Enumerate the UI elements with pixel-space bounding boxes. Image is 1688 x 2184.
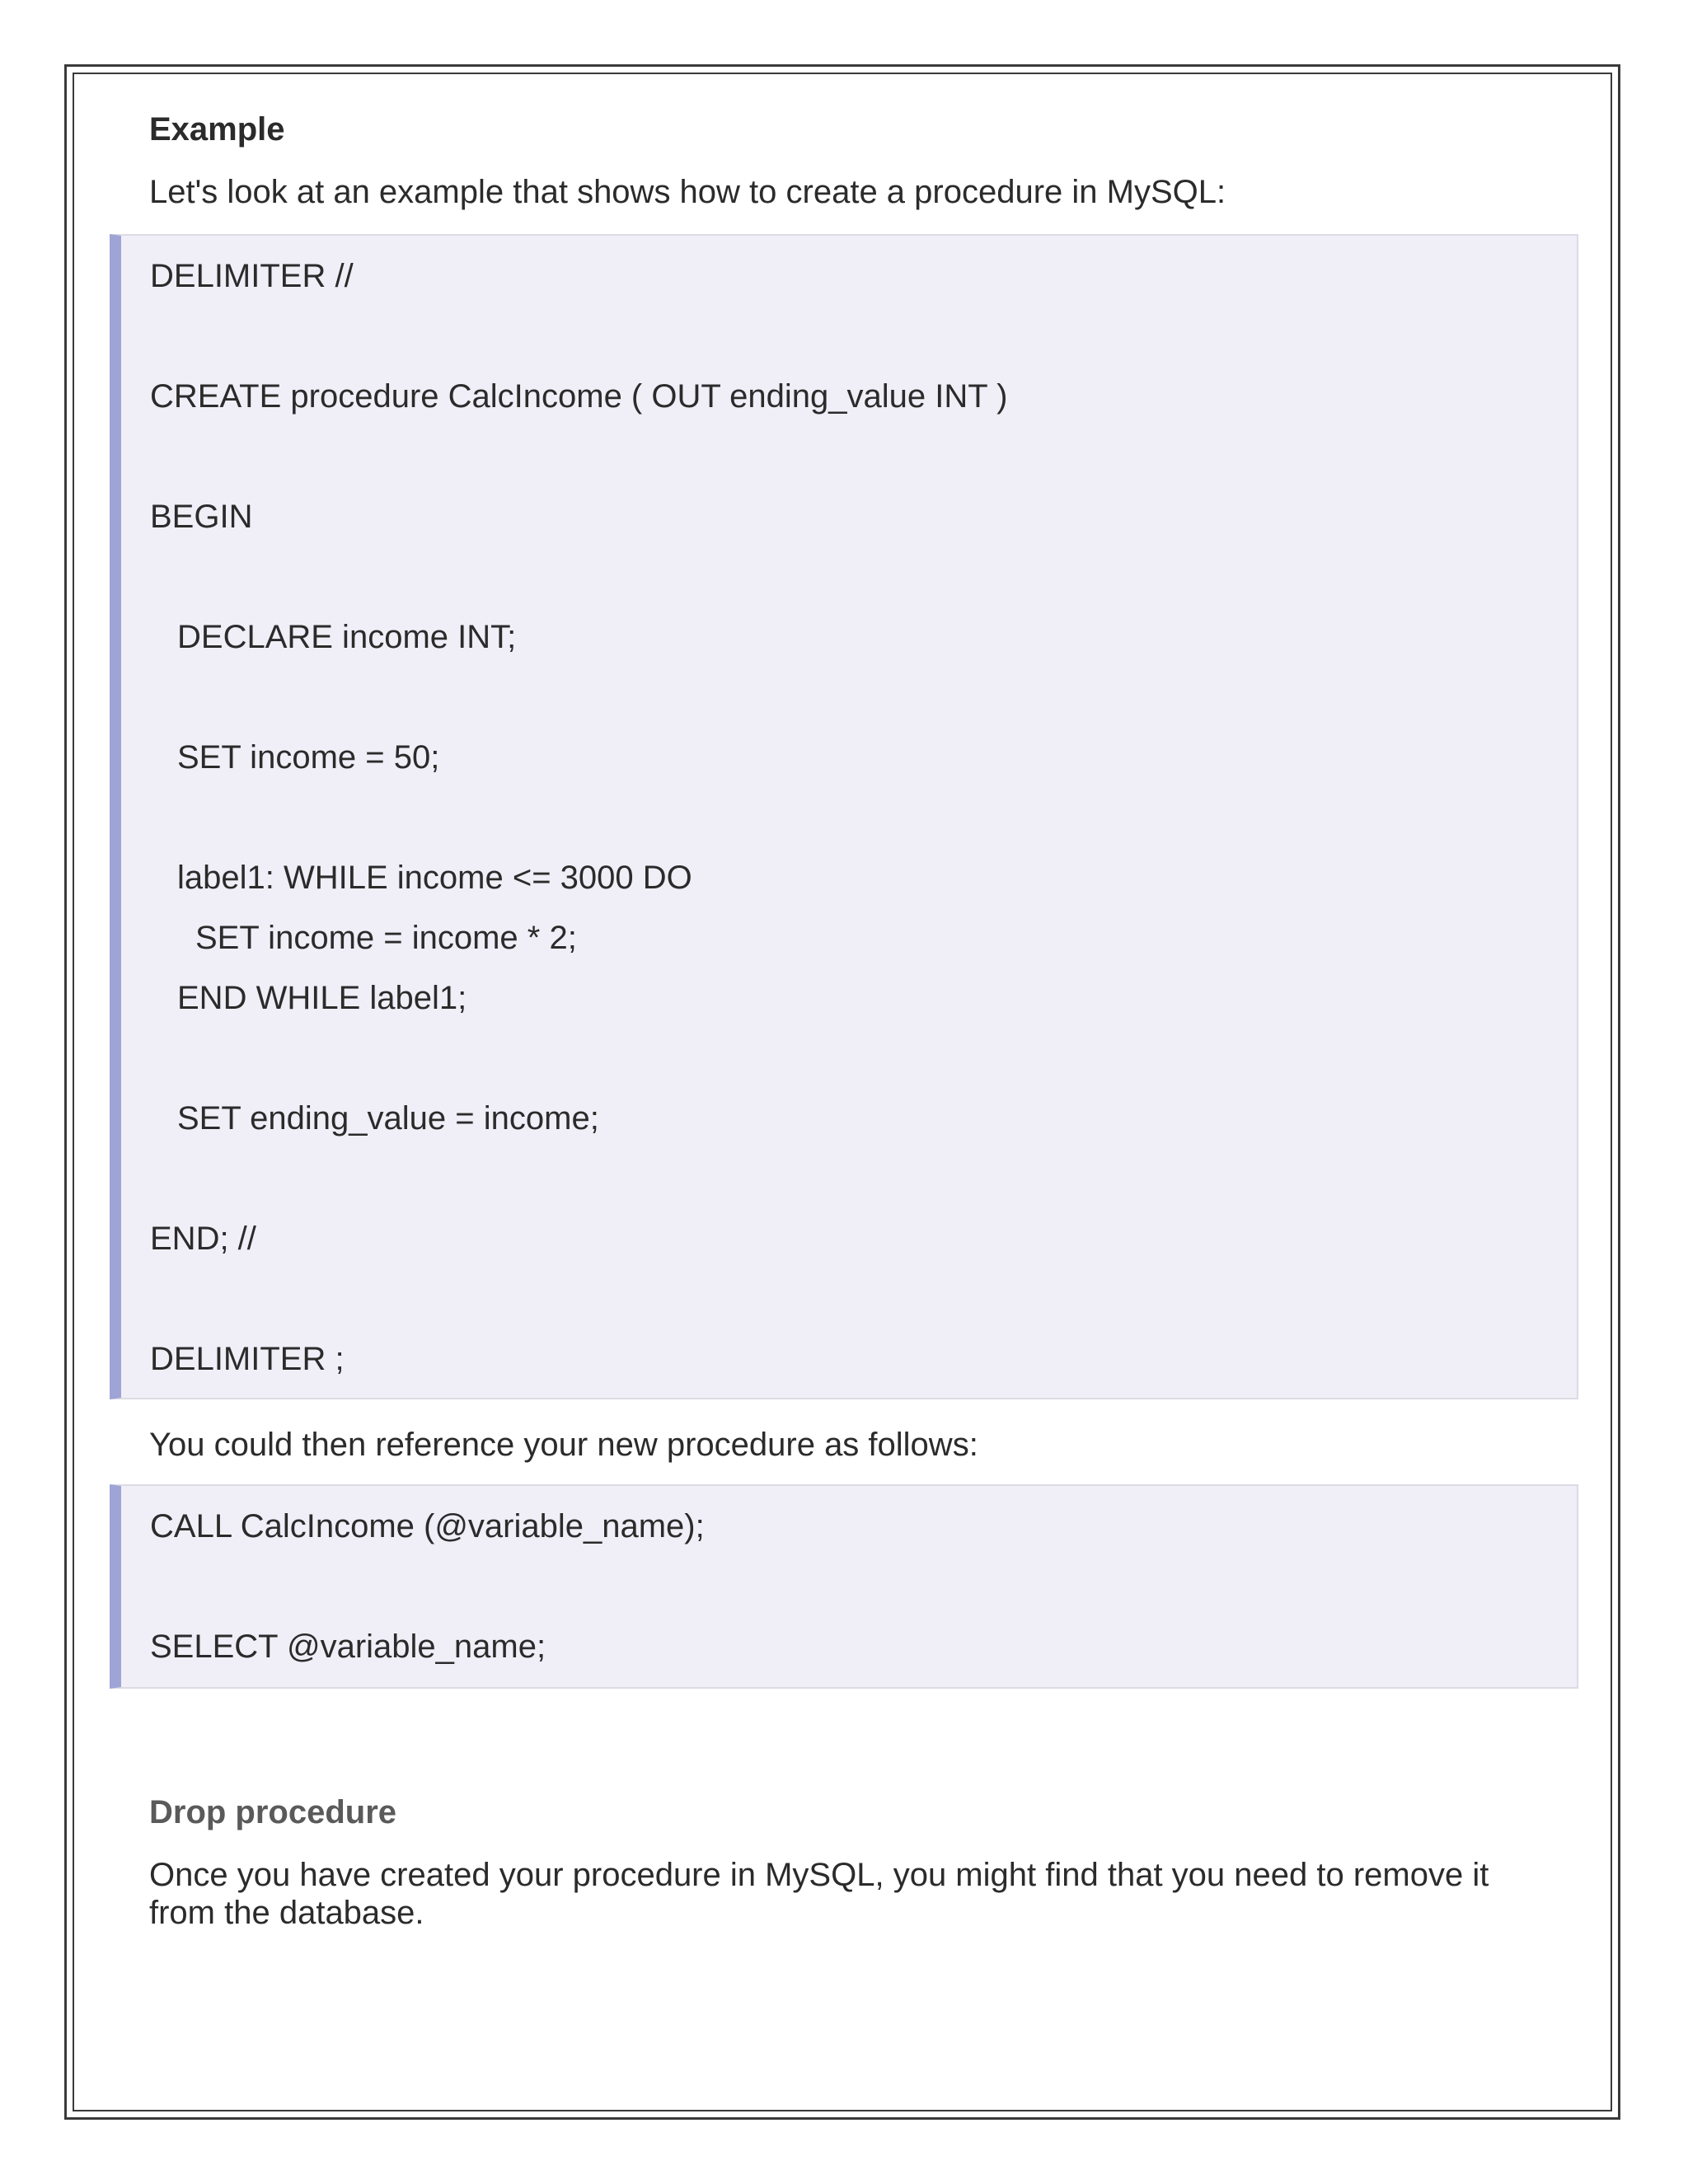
code-block-call xyxy=(110,1484,1578,1689)
code-line-while: label1: WHILE income <= 3000 DO xyxy=(177,860,692,896)
code-line-end: END; // xyxy=(150,1221,256,1257)
example-heading: Example xyxy=(149,111,285,148)
code-line-begin: BEGIN xyxy=(150,499,253,535)
code-line-set-income: SET income = 50; xyxy=(177,739,440,776)
intro-text: Let's look at an example that shows how to create a procedure in MySQL: xyxy=(149,174,1226,210)
code-line-declare: DECLARE income INT; xyxy=(177,619,517,655)
code-block-procedure xyxy=(110,234,1578,1399)
code-line-select: SELECT @variable_name; xyxy=(150,1629,546,1665)
code-line-set-ending-value: SET ending_value = income; xyxy=(177,1100,599,1137)
code-line-delimiter-close: DELIMITER ; xyxy=(150,1341,345,1377)
code-line-call: CALL CalcIncome (@variable_name); xyxy=(150,1508,705,1544)
code-line-set-income-double: SET income = income * 2; xyxy=(195,920,577,956)
drop-procedure-heading: Drop procedure xyxy=(149,1794,397,1830)
code-line-delimiter-open: DELIMITER // xyxy=(150,258,354,294)
code-line-create-procedure: CREATE procedure CalcIncome ( OUT ending_value INT ) xyxy=(150,378,1008,415)
reference-text: You could then reference your new procedure as follows: xyxy=(149,1427,978,1463)
code-line-end-while: END WHILE label1; xyxy=(177,980,467,1016)
drop-procedure-text: Once you have created your procedure in MySQL, you might find that you need to remove it from the database. xyxy=(149,1857,1489,1931)
